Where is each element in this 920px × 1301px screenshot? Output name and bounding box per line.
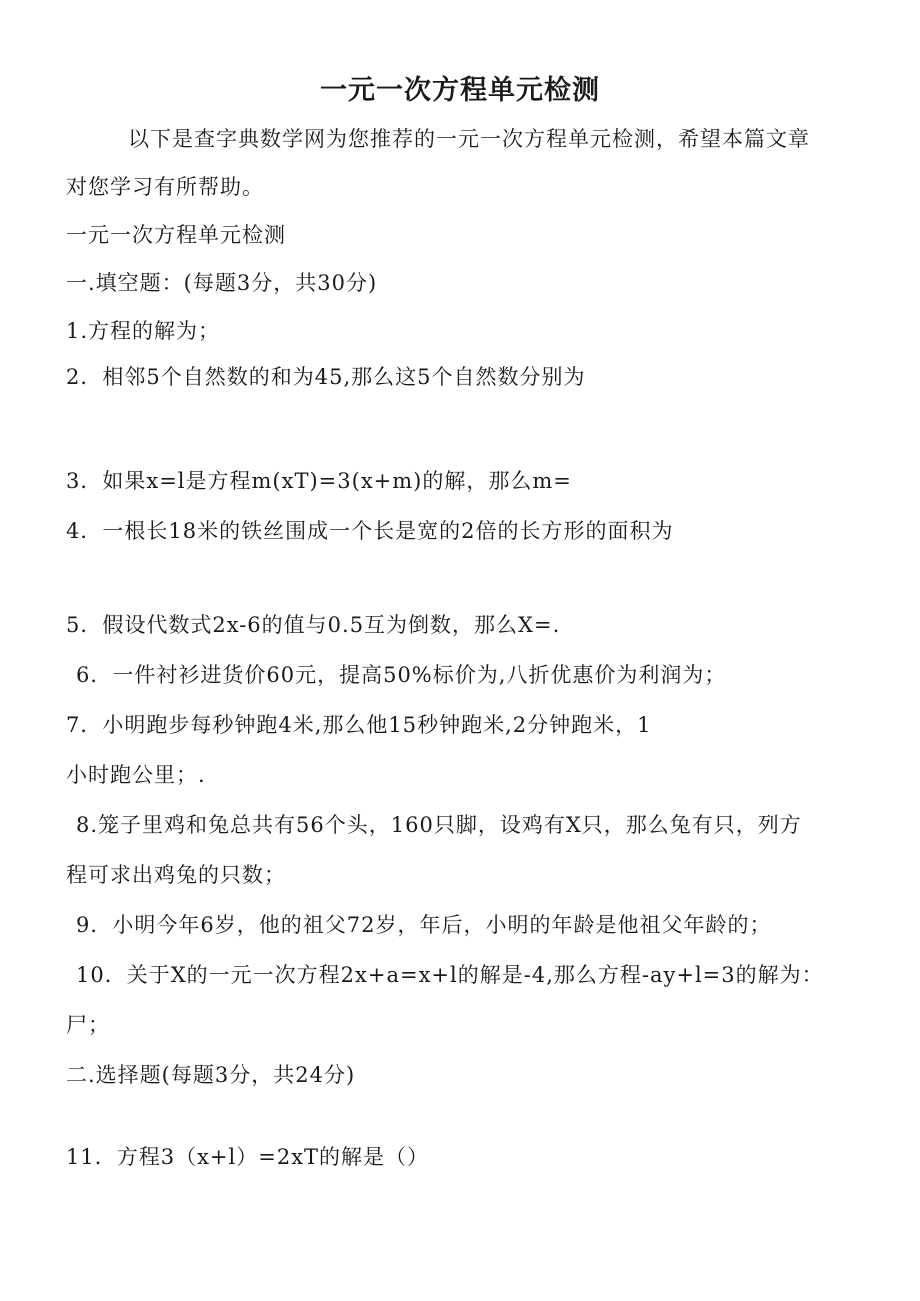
intro-line-2: 对您学习有所帮助。 (66, 175, 264, 199)
question-8-line-1: 8.笼子里鸡和兔总共有56个头，160只脚，设鸡有X只，那么兔有只，列方 (76, 813, 802, 837)
intro-line-1: 以下是查字典数学网为您推荐的一元一次方程单元检测，希望本篇文章 (128, 127, 810, 151)
part-one-heading: 一.填空题：(每题3分，共30分) (66, 271, 378, 295)
question-7-line-2: 小时跑公里；. (66, 763, 206, 787)
question-11: 11．方程3（x+l）=2xT的解是（） (66, 1145, 430, 1169)
question-3: 3．如果x=l是方程m(xT)=3(x+m)的解，那么m= (66, 469, 572, 493)
part-two-heading: 二.选择题(每题3分，共24分) (66, 1063, 356, 1087)
question-4: 4．一根长18米的铁丝围成一个长是宽的2倍的长方形的面积为 (66, 519, 674, 543)
question-5: 5．假设代数式2x-6的值与0.5互为倒数，那么X=. (66, 613, 561, 637)
section-heading: 一元一次方程单元检测 (66, 223, 286, 247)
question-1: 1.方程的解为； (66, 319, 221, 343)
question-9: 9．小明今年6岁，他的祖父72岁，年后，小明的年龄是他祖父年龄的； (76, 913, 772, 937)
question-6: 6．一件衬衫进货价60元，提高50%标价为,八折优惠价为利润为； (76, 663, 727, 687)
question-8-line-2: 程可求出鸡兔的只数； (66, 863, 286, 887)
question-7-line-1: 7．小明跑步每秒钟跑4米,那么他15秒钟跑米,2分钟跑米，1 (66, 713, 652, 737)
document-title: 一元一次方程单元检测 (320, 75, 600, 106)
question-10-line-2: 尸； (66, 1013, 110, 1037)
question-10-line-1: 10．关于X的一元一次方程2x+a=x+l的解是-4,那么方程-ay+l=3的解为： (76, 963, 824, 987)
question-2: 2．相邻5个自然数的和为45,那么这5个自然数分别为 (66, 365, 586, 389)
